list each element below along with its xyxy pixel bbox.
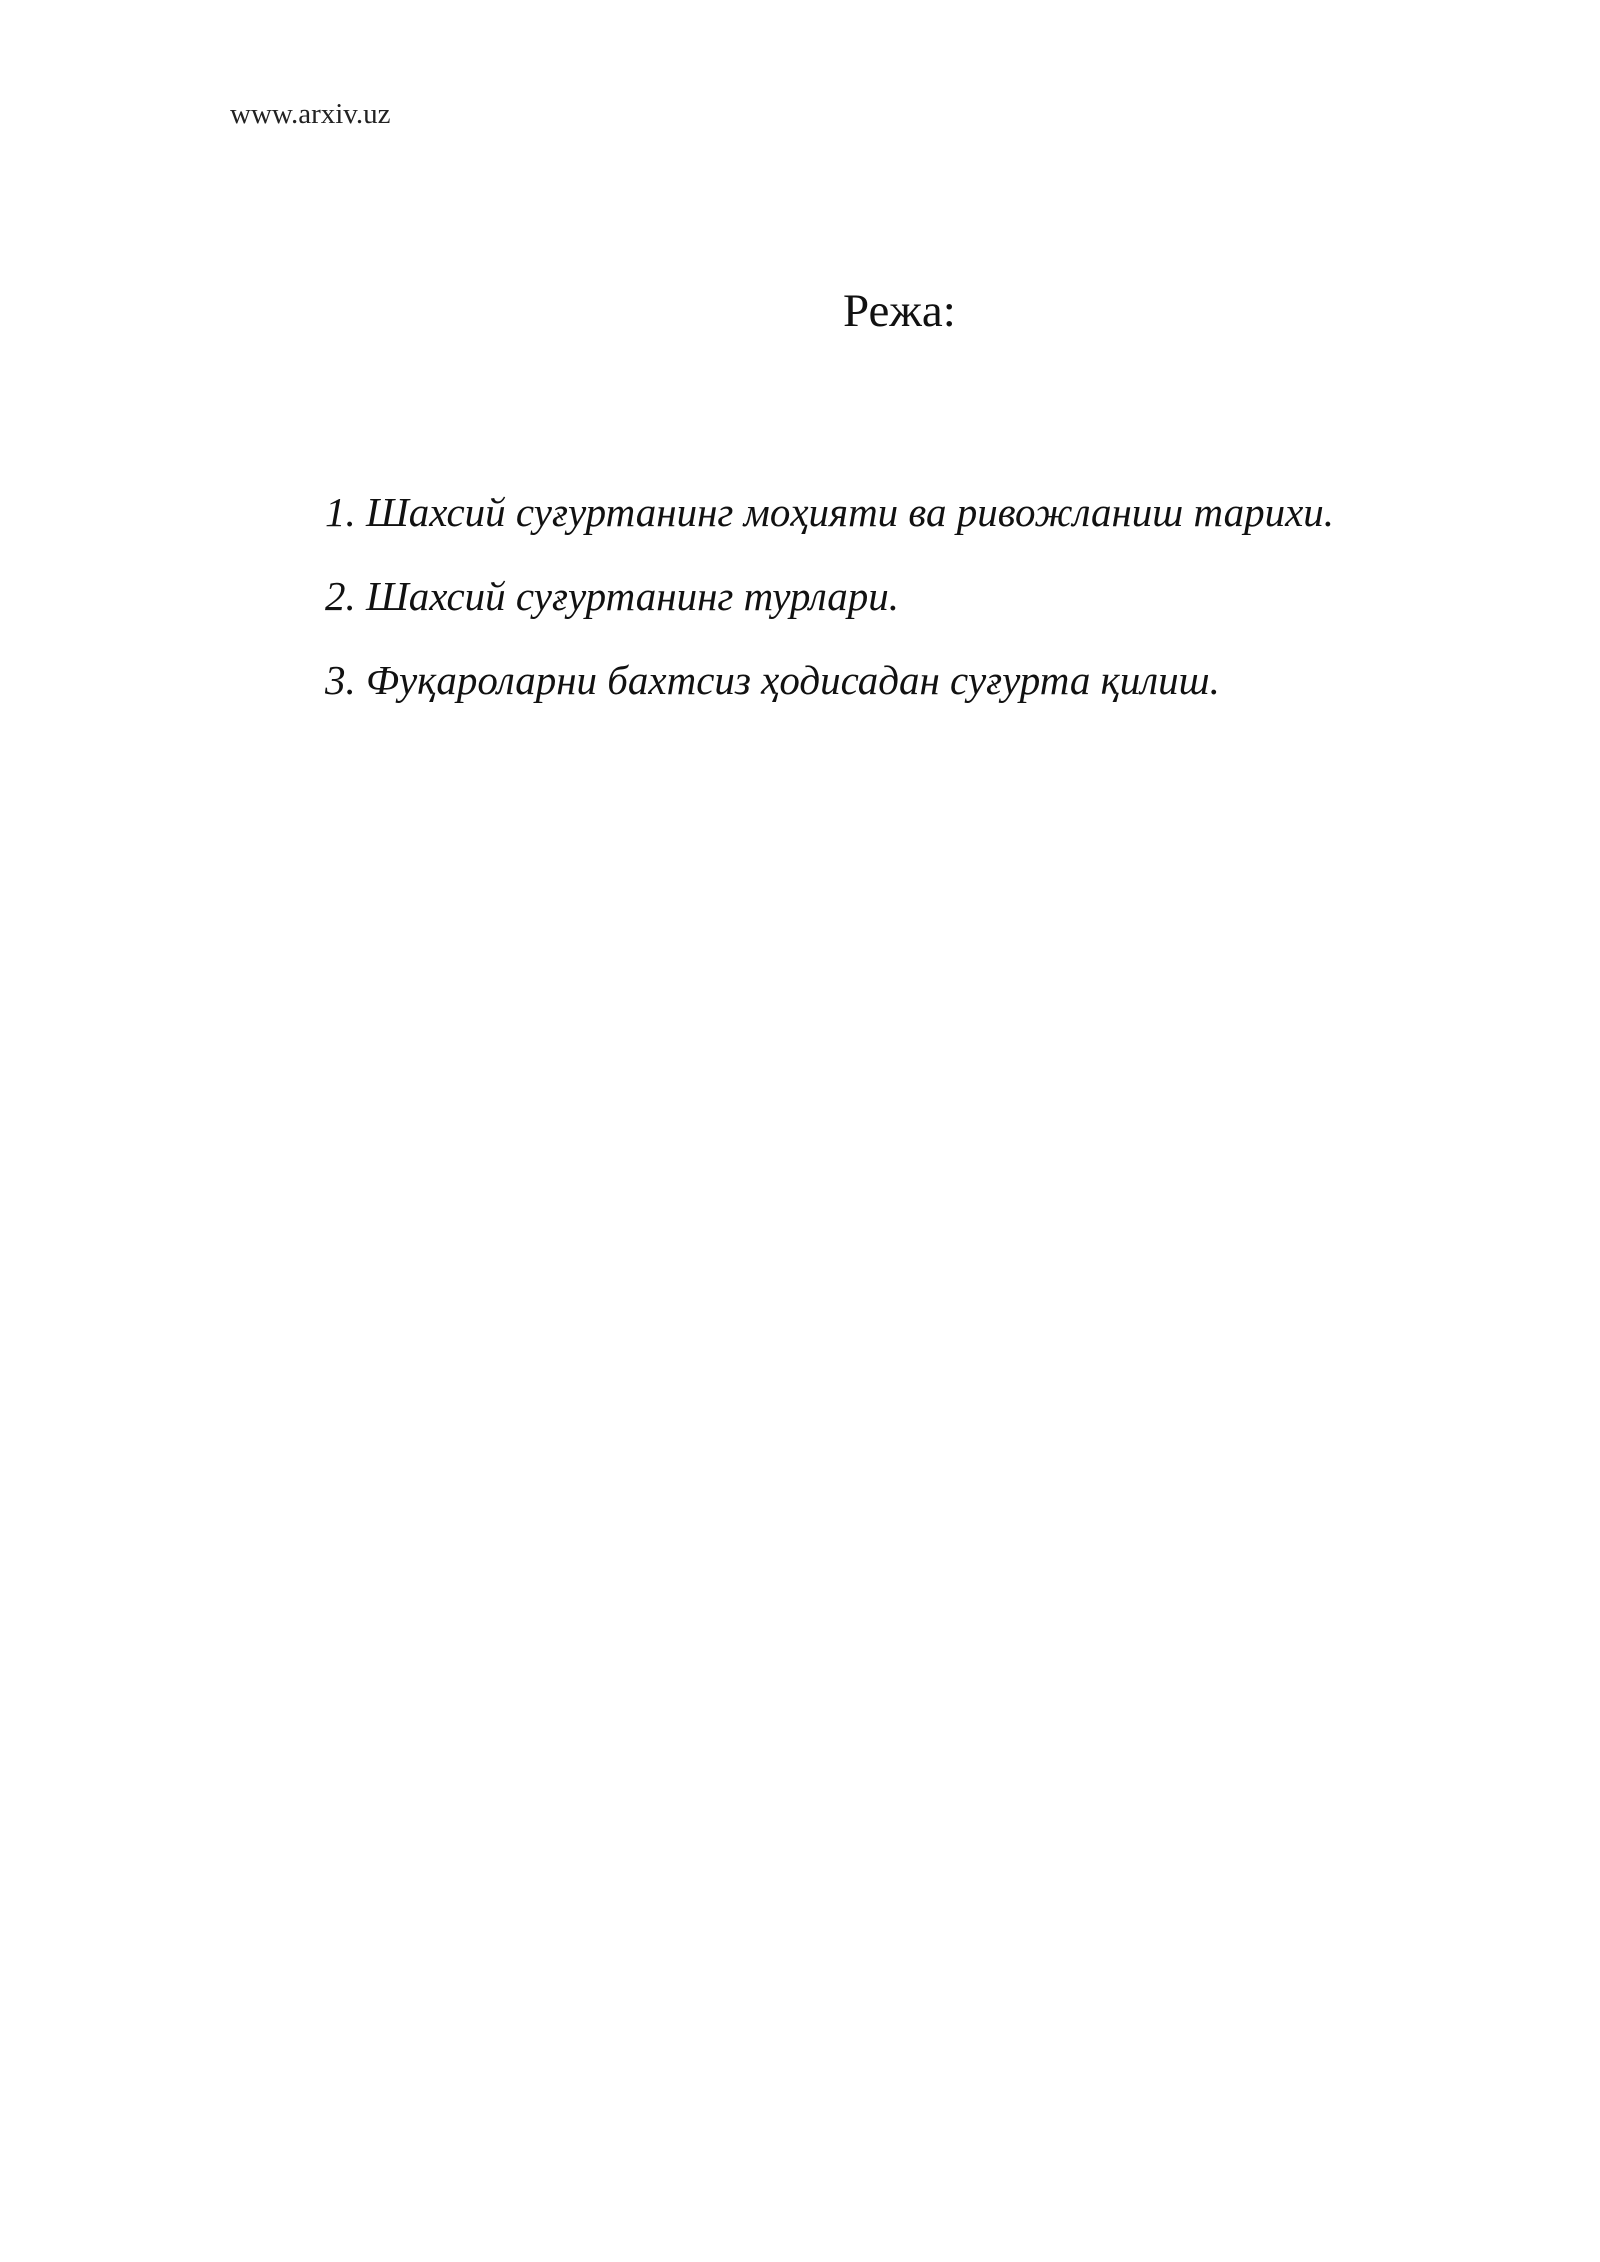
plan-item: 2. Шахсий суғуртанинг турлари.	[325, 573, 899, 619]
plan-list	[325, 489, 1335, 744]
site-header: www.arxiv.uz	[230, 98, 391, 130]
plan-title: Режа:	[843, 285, 956, 337]
plan-item: 1. Шахсий суғуртанинг моҳияти ва ривожланиш тарихи.	[325, 489, 1335, 535]
plan-item: 3. Фуқароларни бахтсиз ҳодисадан суғурта қилиш.	[325, 657, 1220, 703]
